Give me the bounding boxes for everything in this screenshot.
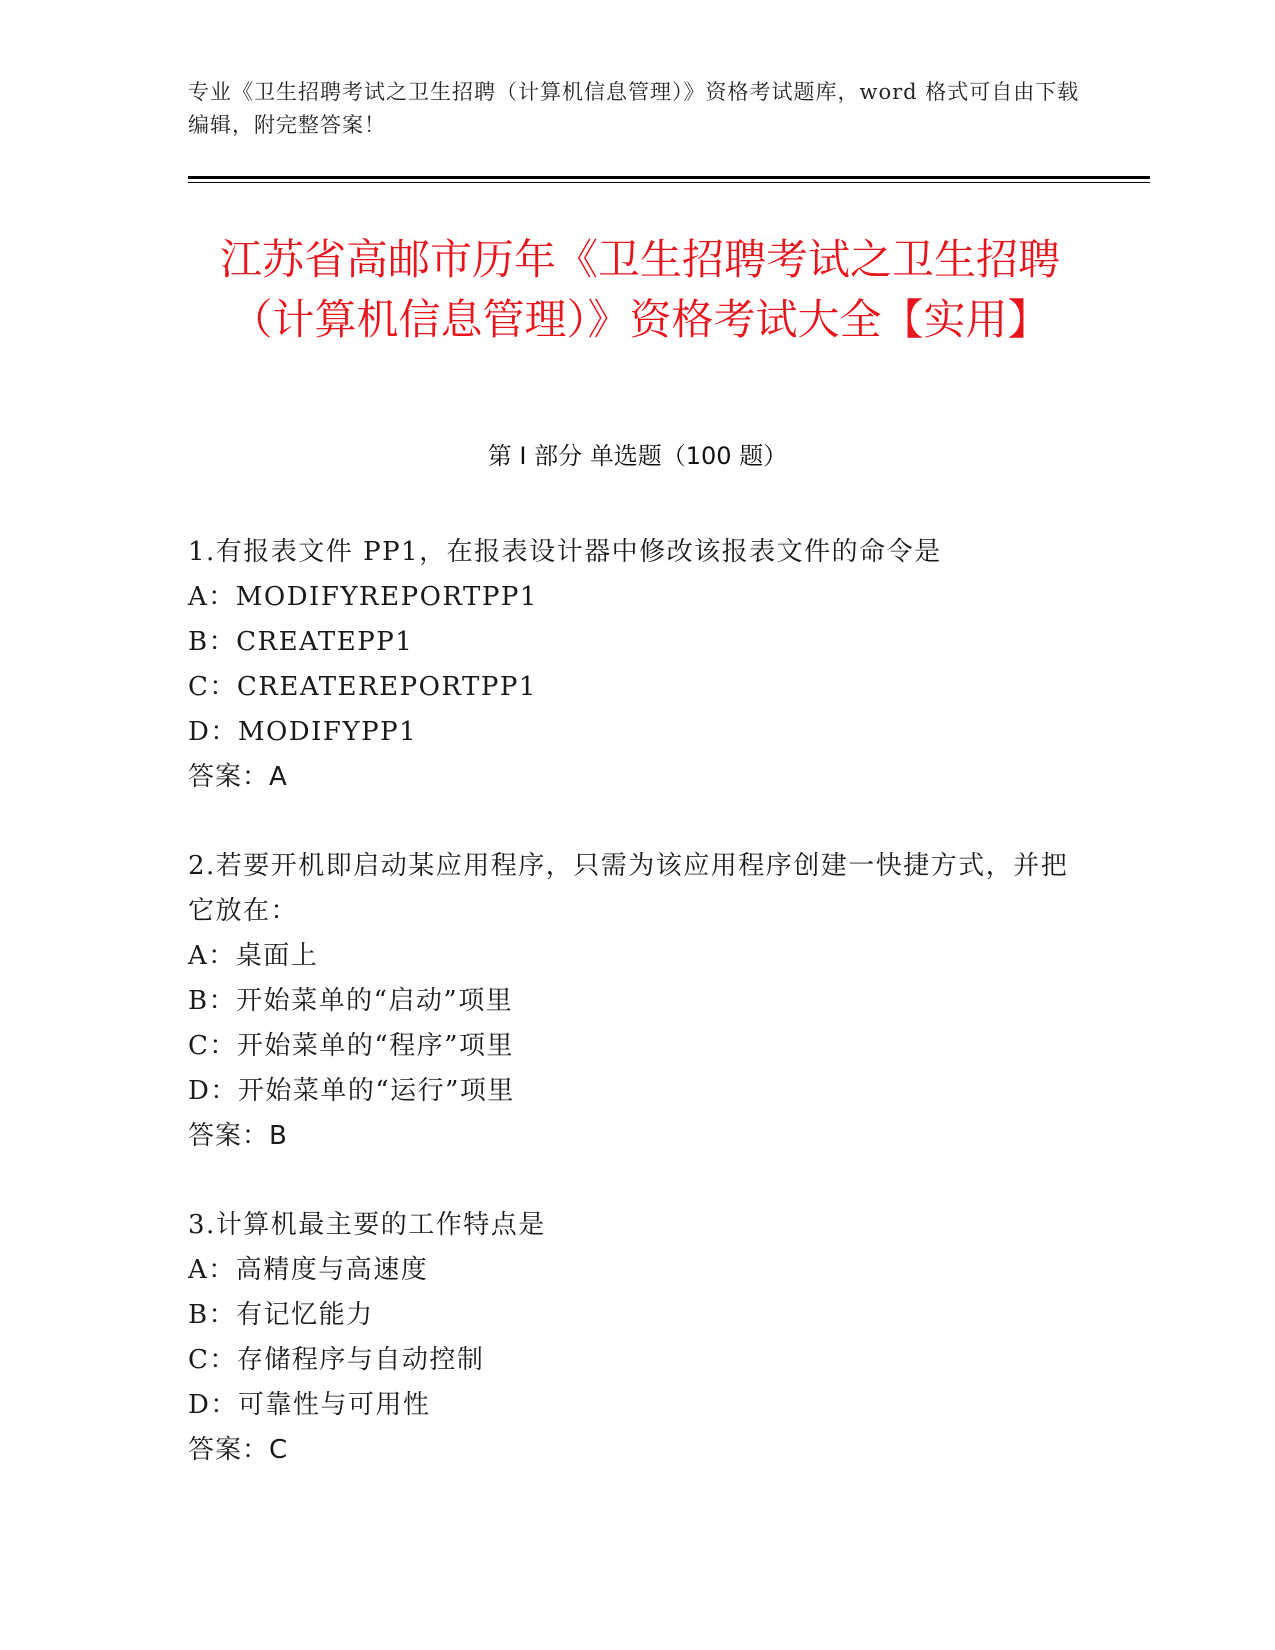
option-d: D：MODIFYPP1 [188,717,418,747]
answer-label: 答案：A [188,762,288,792]
question-stem: 1.有报表文件 PP1，在报表设计器中修改该报表文件的命令是 [188,537,942,567]
option-d: D：开始菜单的“运行”项里 [188,1076,515,1106]
answer-label: 答案：B [188,1121,288,1151]
section-heading: 第 I 部分 单选题（100 题） [487,442,788,470]
option-a: A：桌面上 [188,941,319,971]
option-a: A：高精度与高速度 [188,1255,429,1285]
question-item [188,530,1088,800]
header-divider-thin [188,182,1150,183]
option-d: D：可靠性与可用性 [188,1390,431,1420]
option-a: A：MODIFYREPORTPP1 [188,582,538,612]
option-c: C：CREATEREPORTPP1 [188,672,537,702]
option-c: C：开始菜单的“程序”项里 [188,1031,514,1061]
question-list [188,530,1088,1517]
question-stem: 3.计算机最主要的工作特点是 [188,1210,546,1240]
header-note: 专业《卫生招聘考试之卫生招聘（计算机信息管理）》资格考试题库，word 格式可自由下载编辑，附完整答案！ [188,80,1080,137]
question-item [188,844,1088,1159]
option-c: C：存储程序与自动控制 [188,1345,485,1375]
option-b: B：有记忆能力 [188,1300,374,1330]
document-title: 江苏省高邮市历年《卫生招聘考试之卫生招聘（计算机信息管理）》资格考试大全【实用】 [219,235,1060,344]
question-item [188,1203,1088,1473]
question-stem: 2.若要开机即启动某应用程序，只需为该应用程序创建一快捷方式，并把它放在： [188,851,1069,926]
header-divider-thick [188,176,1150,179]
option-b: B：开始菜单的“启动”项里 [188,986,514,1016]
answer-label: 答案：C [188,1435,289,1465]
option-b: B：CREATEPP1 [188,627,414,657]
